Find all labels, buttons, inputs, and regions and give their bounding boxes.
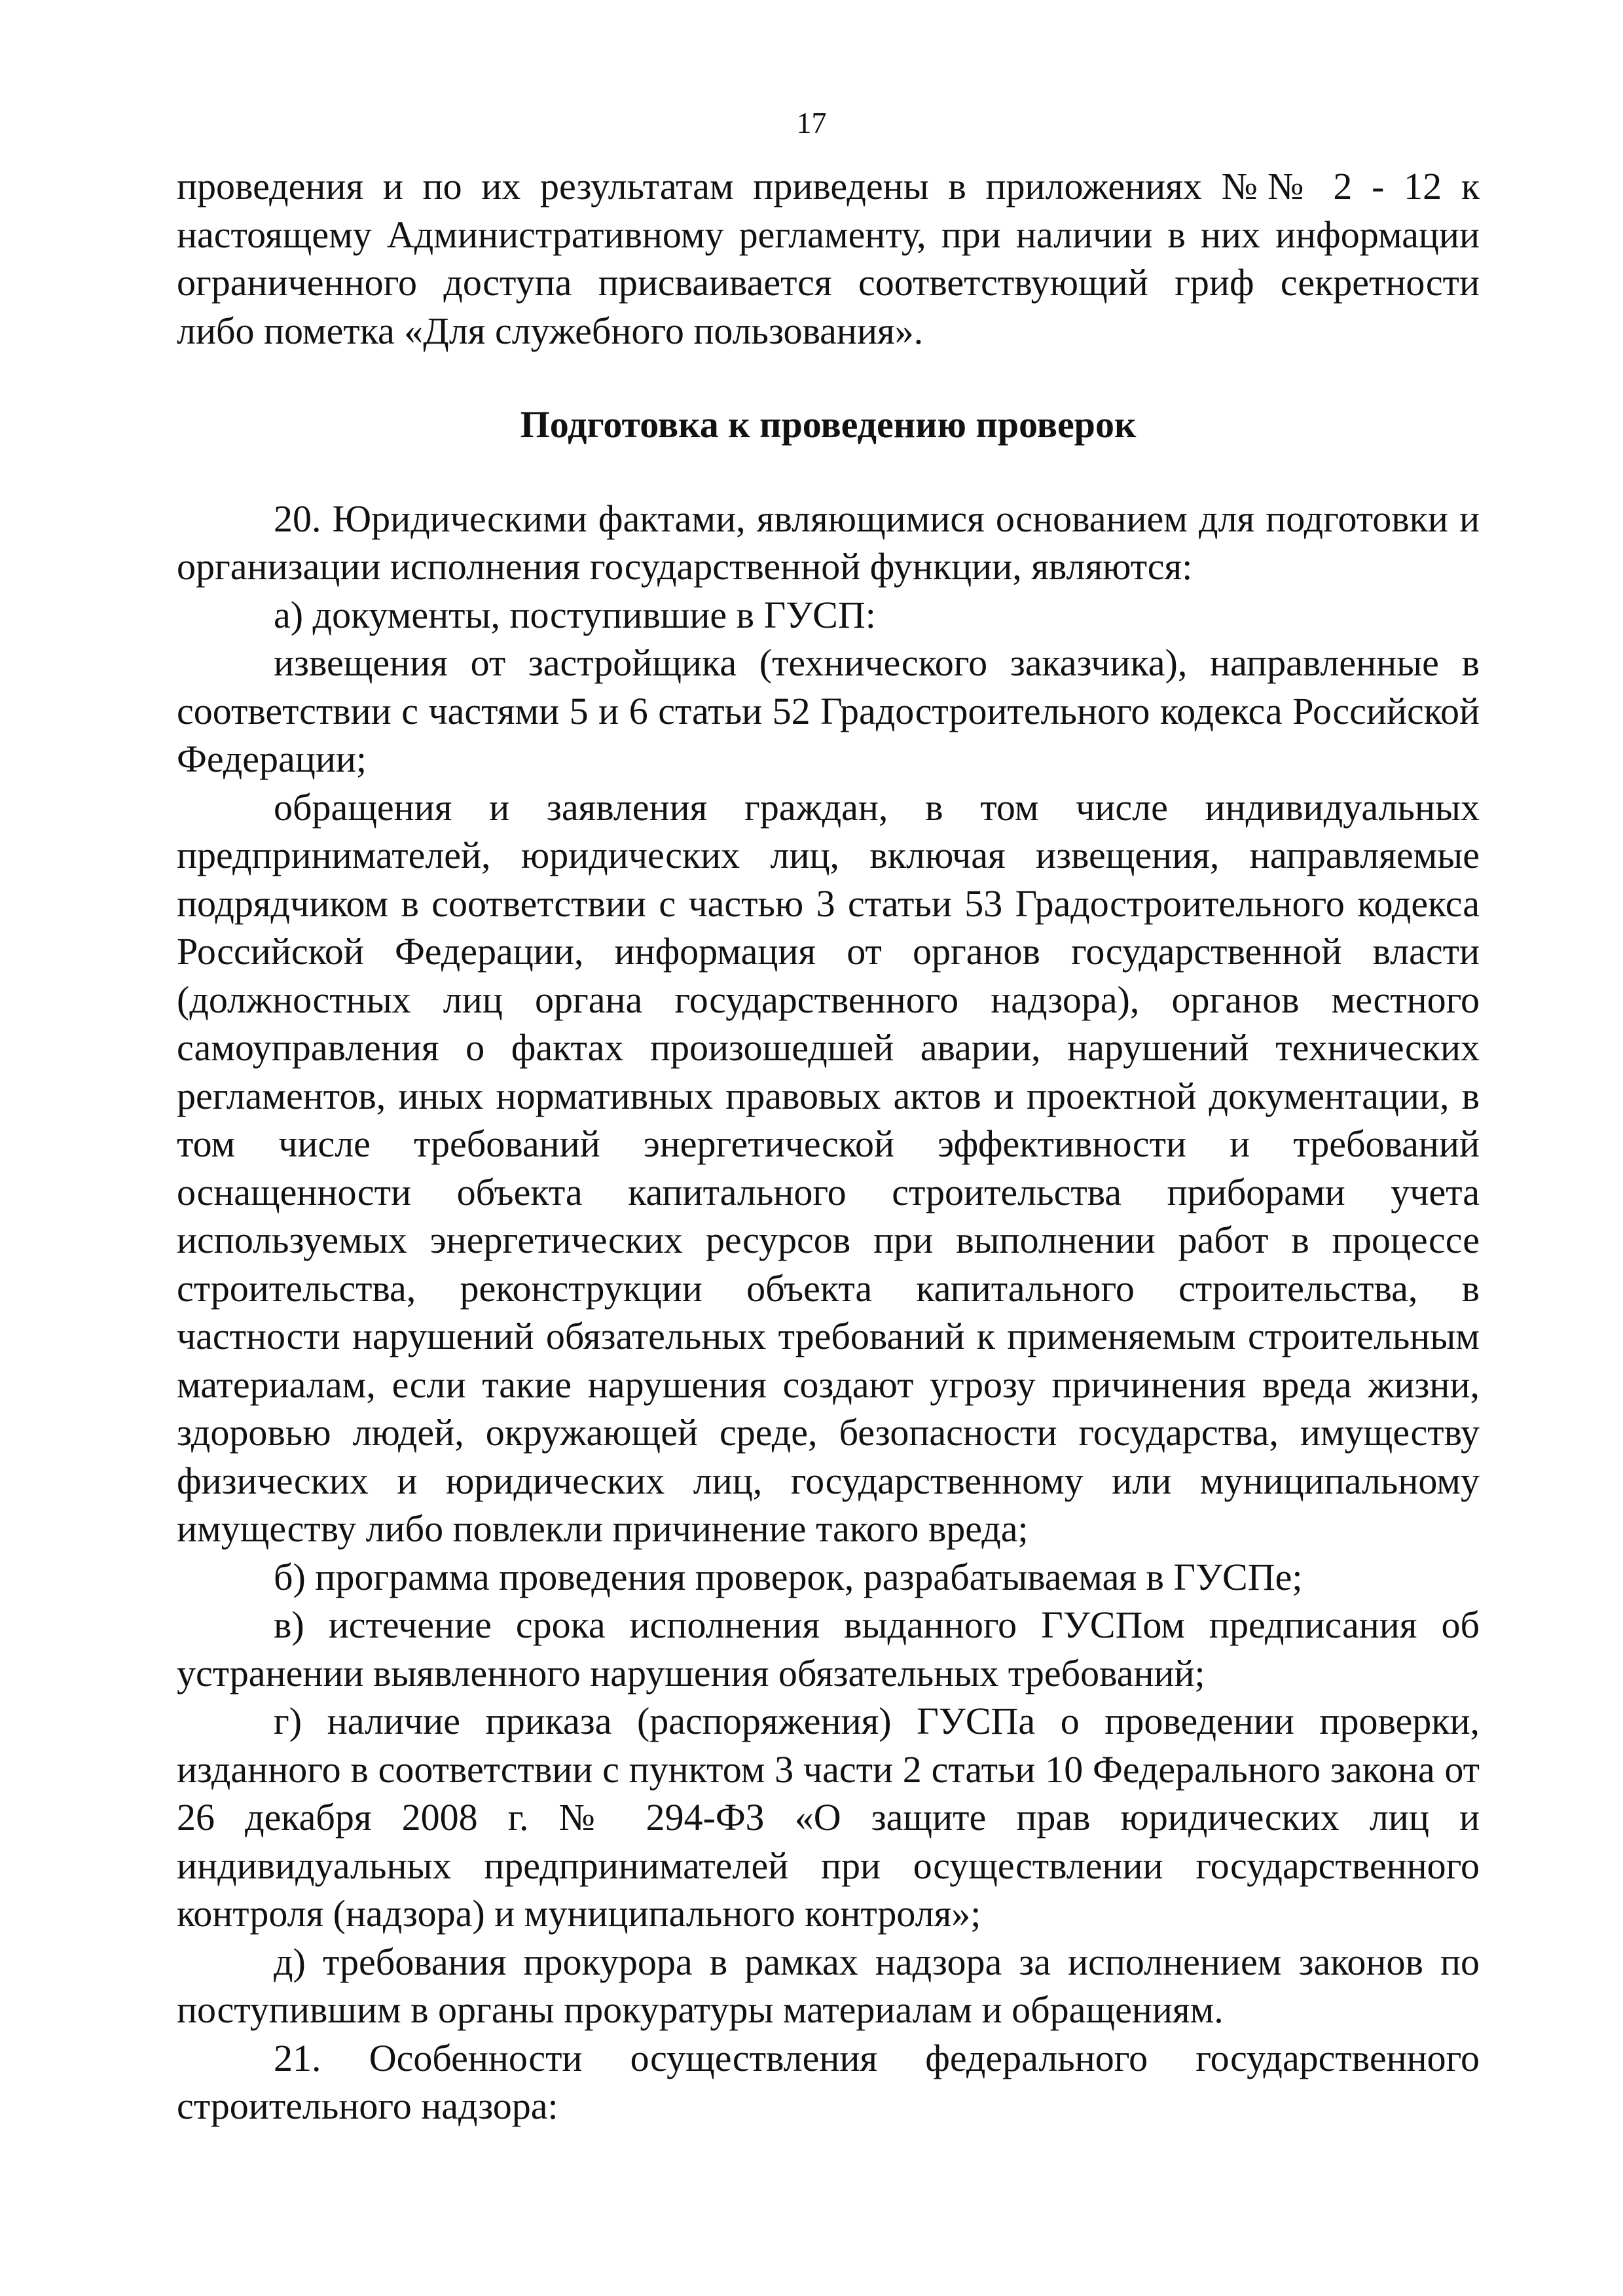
item-b: б) программа проведения проверок, разрабатываемая в ГУСПе;	[274, 1555, 1303, 1598]
item-v: в) истечение срока исполнения выданного ГУСПом предписания об устранении выявленного нарушения обязательных требований;	[177, 1604, 1480, 1695]
page-number: 17	[796, 106, 827, 139]
item-a-appeals: обращения и заявления граждан, в том числе индивидуальных предпринимателей, юридических лиц, включая извещения, направляемые подрядчиком в соответствии с частью 3 статьи 53 Градостроительного кодекса Российской Федерации, информация от органов государственной власти (должностных лиц органа государственного надзора), органов местного самоуправления о фактах произошедшей аварии, нарушений технических регламентов, иных нормативных правовых актов и проектной документации, в том числе требований энергетической эффективности и требований оснащенности объекта капитального строительства приборами учета используемых энергетических ресурсов при выполнении работ в процессе строительства, реконструкции объекта капитального строительства, в частности нарушений обязательных требований к применяемым строительным материалам, если такие нарушения создают угрозу причинения вреда жизни, здоровью людей, окружающей среде, безопасности государства, имуществу физических и юридических лиц, государственному или муниципальному имуществу либо повлекли причинение такого вреда;	[177, 785, 1480, 1550]
paragraph-20: 20. Юридическими фактами, являющимися основанием для подготовки и организации исполнения государственной функции, являются:	[177, 497, 1480, 588]
intro-paragraph: проведения и по их результатам приведены в приложениях №№ 2 - 12 к настоящему Административному регламенту, при наличии в них информации ограниченного доступа присваивается соответствующий гриф секретности либо пометка «Для служебного пользования».	[177, 165, 1480, 352]
section-heading: Подготовка к проведению проверок	[520, 403, 1137, 446]
item-a: а) документы, поступившие в ГУСП:	[274, 593, 876, 636]
document-body	[177, 162, 1480, 2130]
item-a-notices: извещения от застройщика (технического заказчика), направленные в соответствии с частями 5 и 6 статьи 52 Градостроительного кодекса Российской Федерации;	[177, 641, 1480, 780]
paragraph-21: 21. Особенности осуществления федерального государственного строительного надзора:	[177, 2036, 1480, 2127]
item-g: г) наличие приказа (распоряжения) ГУСПа о проведении проверки, изданного в соответствии с пунктом 3 части 2 статьи 10 Федерального закона от 26 декабря 2008 г. № 294-ФЗ «О защите прав юридических лиц и индивидуальных предпринимателей при осуществлении государственного контроля (надзора) и муниципального контроля»;	[177, 1700, 1480, 1935]
item-d: д) требования прокурора в рамках надзора за исполнением законов по поступившим в органы прокуратуры материалам и обращениям.	[177, 1940, 1480, 2031]
